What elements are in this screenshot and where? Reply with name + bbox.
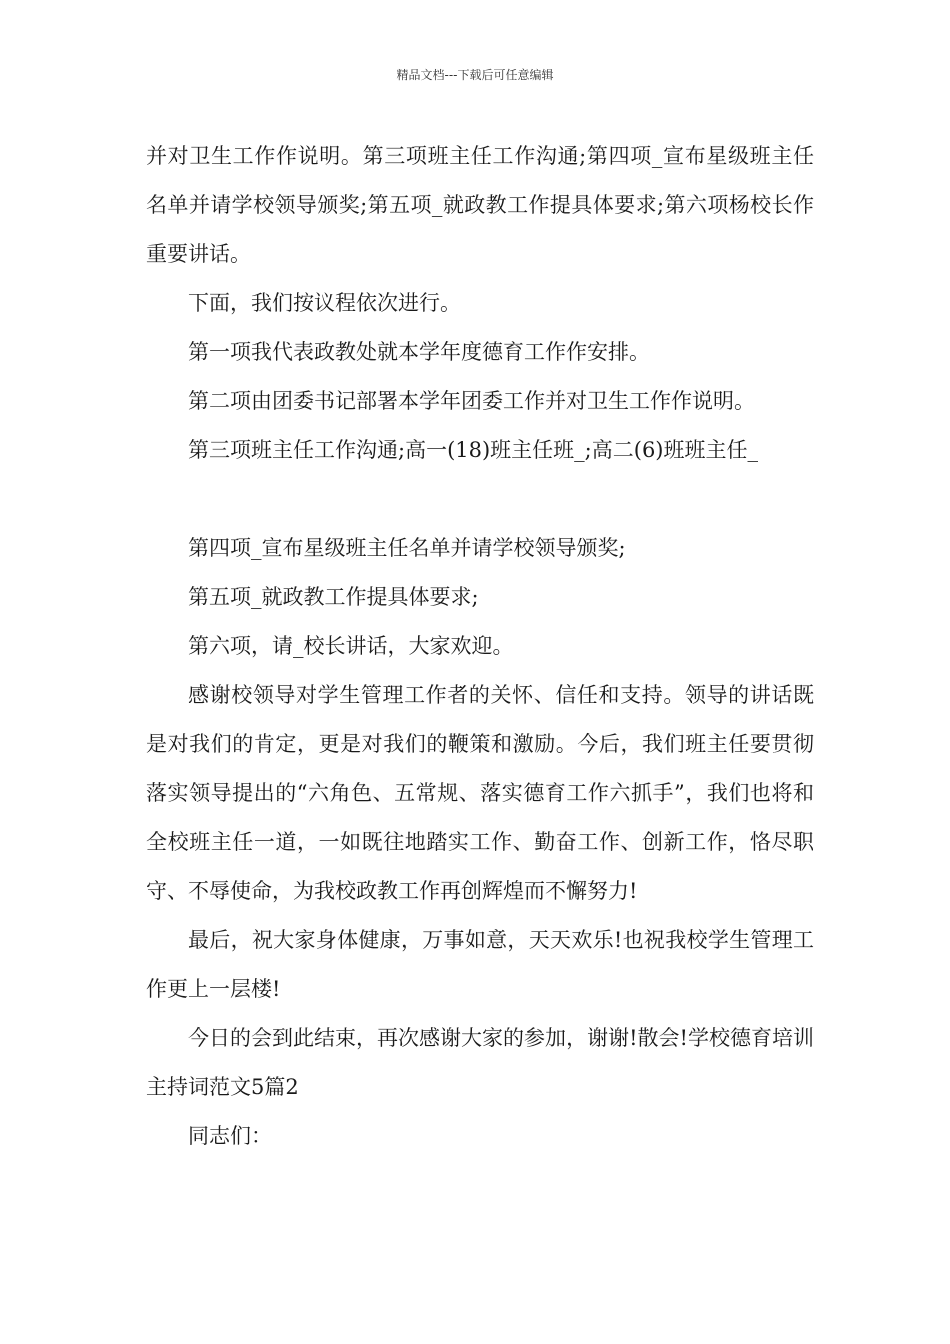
paragraph-11: 今日的会到此结束，再次感谢大家的参加，谢谢!散会!学校德育培训主持词范文5篇2	[146, 1026, 814, 1099]
document-body	[146, 132, 814, 1161]
paragraph-6: 第四项_宣布星级班主任名单并请学校领导颁奖;	[188, 536, 626, 560]
paragraph-2: 下面，我们按议程依次进行。	[188, 291, 461, 315]
paragraph-7: 第五项_就政教工作提具体要求;	[188, 585, 479, 609]
paragraph-9: 感谢校领导对学生管理工作者的关怀、信任和支持。领导的讲话既是对我们的肯定，更是对我们的鞭策和激励。今后，我们班主任要贯彻落实领导提出的“六角色、五常规、落实德育工作六抓手”，我们也将和全校班主任一道，一如既往地踏实工作、勤奋工作、创新工作，恪尽职守、不辱使命，为我校政教工作再创辉煌而不懈努力!	[146, 683, 814, 903]
paragraph-10: 最后，祝大家身体健康，万事如意，天天欢乐!也祝我校学生管理工作更上一层楼!	[146, 928, 814, 1001]
paragraph-12: 同志们：	[188, 1124, 272, 1148]
paragraph-3: 第一项我代表政教处就本学年度德育工作作安排。	[188, 340, 650, 364]
paragraph-5: 第三项班主任工作沟通;高一(18)班主任班_;高二(6)班班主任_	[188, 438, 759, 462]
paragraph-4: 第二项由团委书记部署本学年团委工作并对卫生工作作说明。	[188, 389, 755, 413]
page-header: 精品文档---下载后可任意编辑	[396, 68, 554, 82]
blank-line	[146, 475, 814, 524]
paragraph-8: 第六项，请_校长讲话，大家欢迎。	[188, 634, 514, 658]
paragraph-1: 并对卫生工作作说明。第三项班主任工作沟通;第四项_宣布星级班主任名单并请学校领导颁奖;第五项_就政教工作提具体要求;第六项杨校长作重要讲话。	[146, 144, 814, 266]
